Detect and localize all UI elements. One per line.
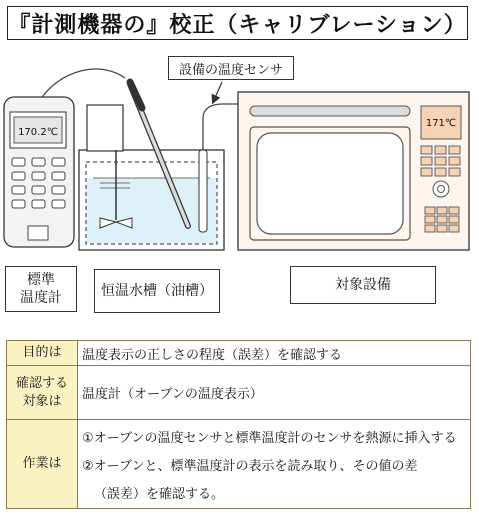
work-step-1: ①オーブンの温度センサと標準温度計のセンサを熱源に挿入する <box>82 430 457 446</box>
table-row <box>7 420 471 509</box>
page-title: 『計測機器の』校正（キャリブレーション） <box>7 6 468 40</box>
equipment-label: 対象設備 <box>290 266 436 304</box>
standard-thermometer <box>4 97 74 247</box>
table-row <box>7 341 471 366</box>
work-step-2-cont: （誤差）を確認する。 <box>94 486 225 502</box>
row-body-purpose: 温度表示の正しさの程度（誤差）を確認する <box>78 341 471 366</box>
row-body-target: 温度計（オーブンの温度表示） <box>78 366 471 420</box>
row-body-work <box>78 420 471 509</box>
work-step-2: ②オーブンと、標準温度計の表示を読み取り、その値の差 <box>82 458 418 474</box>
row-head-target: 確認する 対象は <box>7 366 78 420</box>
row-head-work: 作業は <box>7 420 78 509</box>
info-table <box>6 340 471 509</box>
sensor-cable <box>203 104 238 150</box>
target-oven <box>238 92 469 250</box>
sensor-label: 設備の温度センサ <box>168 56 294 80</box>
thermometer-label: 標準 温度計 <box>5 266 77 312</box>
oven-display: 171℃ <box>425 118 457 129</box>
table-row <box>7 366 471 420</box>
thermometer-cable <box>40 69 125 100</box>
thermometer-display: 170.2℃ <box>18 127 58 138</box>
bath-label: 恒温水槽（油槽） <box>94 269 220 313</box>
constant-temperature-bath <box>79 82 224 250</box>
sensor-arrow <box>214 82 222 100</box>
row-head-purpose: 目的は <box>7 341 78 366</box>
